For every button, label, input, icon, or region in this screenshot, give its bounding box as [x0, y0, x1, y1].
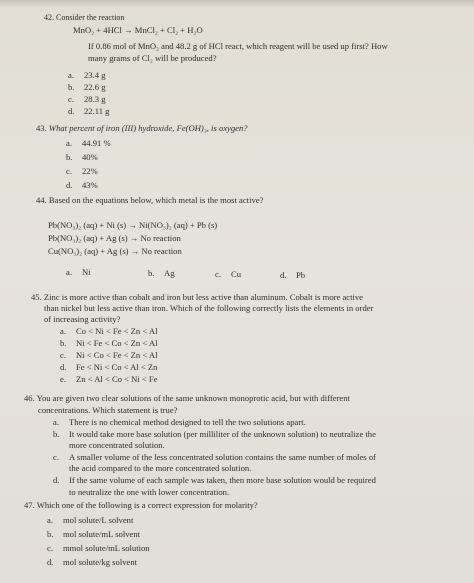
q47-option-b[interactable]: b. mol solute/mL solvent: [47, 529, 141, 539]
q42-lead: Consider the reaction: [56, 13, 125, 22]
q43-stem: [36, 123, 248, 133]
q44-equation-3: Cu(NO₃)₂ (aq) + Ag (s) → No reaction: [48, 246, 182, 256]
q47-stem: [24, 500, 258, 510]
q47-option-d[interactable]: d. mol solute/kg solvent: [47, 557, 137, 567]
q47-number: 47.: [24, 500, 35, 510]
q45-option-a[interactable]: a. Co < Ni < Fe < Zn < Al: [60, 326, 158, 336]
q46-option-a[interactable]: a. There is no chemical method designed to tell the two solutions apart.: [53, 417, 306, 427]
q44-number: 44.: [36, 195, 47, 205]
q44-equation-2: Pb(NO₃)₂ (aq) + Ag (s) → No reaction: [48, 233, 181, 243]
q45-stem-line-3: of increasing activity?: [44, 314, 121, 324]
q42-option-d[interactable]: d. 22.11 g: [68, 106, 110, 116]
q42-equation: MnO₂ + 4HCl → MnCl₂ + Cl₂ + H₂O: [73, 25, 203, 35]
q44-text: Based on the equations below, which metal is the most active?: [48, 195, 264, 205]
q42-number: 42.: [44, 13, 54, 22]
q43-text: What percent of iron (III) hydroxide, Fe(OH)₃, is oxygen?: [48, 123, 248, 133]
q45-option-d[interactable]: d. Fe < Ni < Co < Al < Zn: [60, 362, 158, 372]
q47-option-c[interactable]: c. mmol solute/mL solution: [47, 543, 150, 553]
q44-option-a[interactable]: a. Ni: [66, 267, 91, 277]
q42-option-c[interactable]: c. 28.3 g: [68, 94, 106, 104]
q46-number: 46.: [24, 393, 35, 403]
q47-text: Which one of the following is a correct expression for molarity?: [36, 500, 258, 510]
q46-option-b[interactable]: b. It would take more base solution (per milliliter of the unknown solution) to neutralize the: [53, 429, 376, 439]
q43-option-b[interactable]: b. 40%: [66, 152, 98, 162]
q45-option-b[interactable]: b. Ni < Fe < Co < Zn < Al: [60, 338, 158, 348]
q42-option-b[interactable]: b. 22.6 g: [68, 82, 106, 92]
q44-option-b[interactable]: b. Ag: [148, 268, 175, 278]
q45-option-c[interactable]: c. Ni < Co < Fe < Zn < Al: [60, 350, 158, 360]
q44-option-d[interactable]: d. Pb: [280, 270, 306, 280]
q47-option-a[interactable]: a. mol solute/L solvent: [47, 515, 134, 525]
q44-equation-1: Pb(NO₃)₂ (aq) + Ni (s) → Ni(NO₃)₂ (aq) + Pb (s): [48, 220, 218, 230]
q43-option-a[interactable]: a. 44.91 %: [66, 138, 111, 148]
q46-stem-line-1: 46. You are given two clear solutions of the same unknown monoprotic acid, but with different: [24, 393, 350, 403]
q42-text-line-2: many grams of Cl₂ will be produced?: [88, 53, 217, 63]
q46-option-d-line-2: to neutralize the one with lower concentration.: [69, 487, 230, 497]
q45-option-e[interactable]: e. Zn < Al < Co < Ni < Fe: [60, 374, 158, 384]
q42-lead-row: [44, 13, 124, 22]
page-shadow: [0, 0, 474, 8]
q45-stem-line-1: 45. Zinc is more active than cobalt and iron but less active than aluminum. Cobalt is more active: [31, 292, 363, 302]
q45-number: 45.: [31, 292, 42, 302]
q43-number: 43.: [36, 123, 47, 133]
q46-stem-line-2: concentrations. Which statement is true?: [38, 405, 178, 415]
q44-stem: [36, 195, 263, 205]
q45-stem-line-2: than nickel but less active than iron. Which of the following correctly lists the elements in order: [44, 303, 374, 313]
q46-option-c[interactable]: c. A smaller volume of the less concentrated solution contains the same number of moles of: [53, 452, 376, 462]
q46-option-d[interactable]: d. If the same volume of each sample was taken, then more base solution would be required: [53, 475, 376, 485]
q42-text-line-1: If 0.86 mol of MnO₂ and 48.2 g of HCl react, which reagent will be used up first? How: [88, 41, 388, 51]
q46-option-c-line-2: the acid compared to the more concentrated solution.: [69, 463, 252, 473]
q44-option-c[interactable]: c. Cu: [215, 269, 242, 279]
q43-option-c[interactable]: c. 22%: [66, 166, 98, 176]
q42-option-a[interactable]: a. 23.4 g: [68, 70, 106, 80]
q46-option-b-line-2: more concentrated solution.: [69, 440, 165, 450]
q43-option-d[interactable]: d. 43%: [66, 180, 98, 190]
